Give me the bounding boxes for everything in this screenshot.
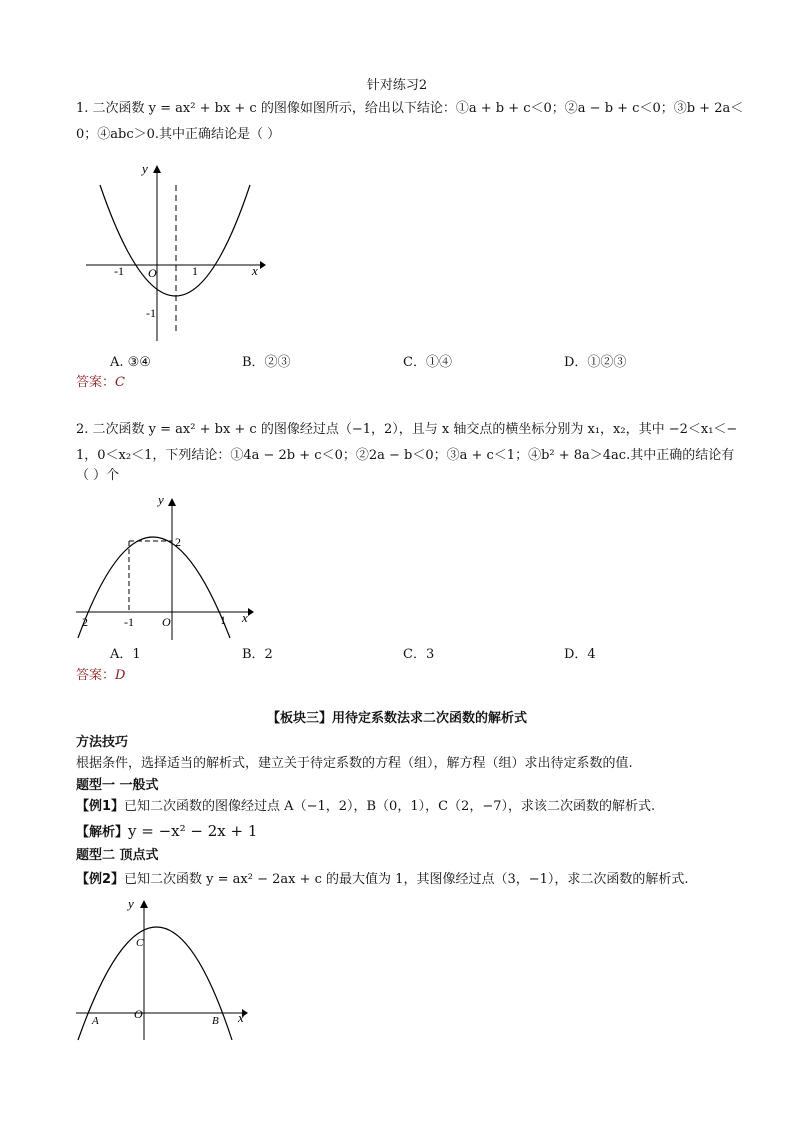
q2-parabola-curve	[78, 537, 230, 638]
example2	[76, 870, 689, 890]
fig3-label-x: x	[238, 1010, 244, 1025]
page-title: 针对练习2	[366, 78, 428, 93]
example1-solution-label: 【解析】	[76, 825, 129, 840]
q1-parabola-figure	[80, 155, 280, 345]
method-title: 方法技巧	[76, 735, 129, 750]
q2-text-line1: 2. 二次函数 y = ax² + bx + c 的图像经过点（−1，2），且与 x 轴交点的横坐标分别为 x₁，x₂，其中 −2＜x₁＜−	[76, 422, 738, 437]
type1-title: 题型一 一般式	[76, 778, 159, 793]
q2-option-b: B．2	[242, 647, 273, 662]
fig3-y-arrow	[140, 900, 148, 908]
q1-answer-value: C	[115, 375, 125, 390]
fig3-parabola-curve	[78, 927, 232, 1040]
example1-solution-text: y = −x² − 2x + 1	[128, 822, 258, 840]
example1-label: 【例1】	[76, 799, 125, 814]
q1-option-b: B．②③	[242, 355, 291, 370]
q1-label-origin: O	[148, 266, 157, 280]
q1-option-c: C．①④	[403, 355, 452, 370]
q2-answer	[76, 666, 125, 686]
q1-answer-label: 答案：	[76, 375, 116, 390]
q2-x-arrow	[248, 608, 254, 616]
fig3-label-y: y	[128, 896, 134, 911]
q1-y-arrow	[153, 165, 161, 173]
example1-text: 已知二次函数的图像经过点 A（−1，2），B（0，1），C（2，−7），求该二次函数的解析式.	[124, 799, 656, 814]
fig3-label-b: B	[212, 1015, 219, 1027]
q1-label-neg1: -1	[114, 264, 124, 278]
q2-label-two-y: 2	[175, 535, 181, 549]
q1-label-x: x	[252, 263, 258, 278]
q2-label-neg2: 2	[82, 615, 88, 629]
q2-option-a: A．1	[110, 647, 141, 662]
q1-answer	[76, 373, 125, 393]
section-heading: 【板块三】用待定系数法求二次函数的解析式	[266, 711, 527, 726]
q2-text-line3: （ ）个	[76, 468, 120, 483]
fig3-label-origin: O	[134, 1007, 143, 1021]
example2-parabola-figure	[72, 894, 262, 1044]
q1-parabola-curve	[100, 185, 250, 296]
q2-option-c: C．3	[403, 647, 435, 662]
q2-answer-label: 答案：	[76, 668, 116, 683]
example1	[76, 797, 655, 817]
example2-text: 已知二次函数 y = ax² − 2ax + c 的最大值为 1，其图像经过点（3，−1），求二次函数的解析式.	[124, 872, 689, 887]
q2-parabola-figure	[72, 488, 262, 644]
q1-label-pos1: 1	[192, 264, 198, 278]
q1-option-d: D．①②③	[564, 355, 627, 370]
q1-label-y: y	[142, 161, 148, 176]
fig3-label-c: C	[136, 937, 144, 949]
q1-x-arrow	[260, 261, 266, 269]
q2-option-d: D．4	[564, 647, 596, 662]
q1-text-line1: 1. 二次函数 y = ax² + bx + c 的图像如图所示，给出以下结论：①a + b + c＜0；②a − b + c＜0；③b + 2a＜	[76, 101, 744, 116]
example2-label: 【例2】	[76, 872, 125, 887]
q1-text-line2: 0；④abc＞0.其中正确结论是（ ）	[76, 127, 281, 142]
q2-label-pos1: 1	[220, 613, 226, 627]
q2-answer-value: D	[115, 668, 126, 683]
type2-title: 题型二 顶点式	[76, 848, 159, 863]
q2-label-x: x	[242, 610, 248, 625]
method-text: 根据条件，选择适当的解析式，建立关于待定系数的方程（组），解方程（组）求出待定系数的值.	[76, 756, 633, 771]
q2-y-arrow	[168, 498, 176, 506]
q1-option-a: A. ③④	[110, 355, 151, 370]
q1-label-neg1y: -1	[146, 306, 156, 320]
example1-solution	[76, 821, 257, 843]
q2-label-y: y	[158, 492, 164, 507]
fig3-label-a: A	[92, 1015, 99, 1027]
q2-label-origin: O	[162, 615, 171, 629]
q2-label-neg1: -1	[124, 615, 134, 629]
q2-text-line2: 1，0＜x₂＜1，下列结论：①4a − 2b + c＜0；②2a − b＜0；③a + c＜1；④b² + 8a＞4ac.其中正确的结论有	[76, 448, 735, 463]
